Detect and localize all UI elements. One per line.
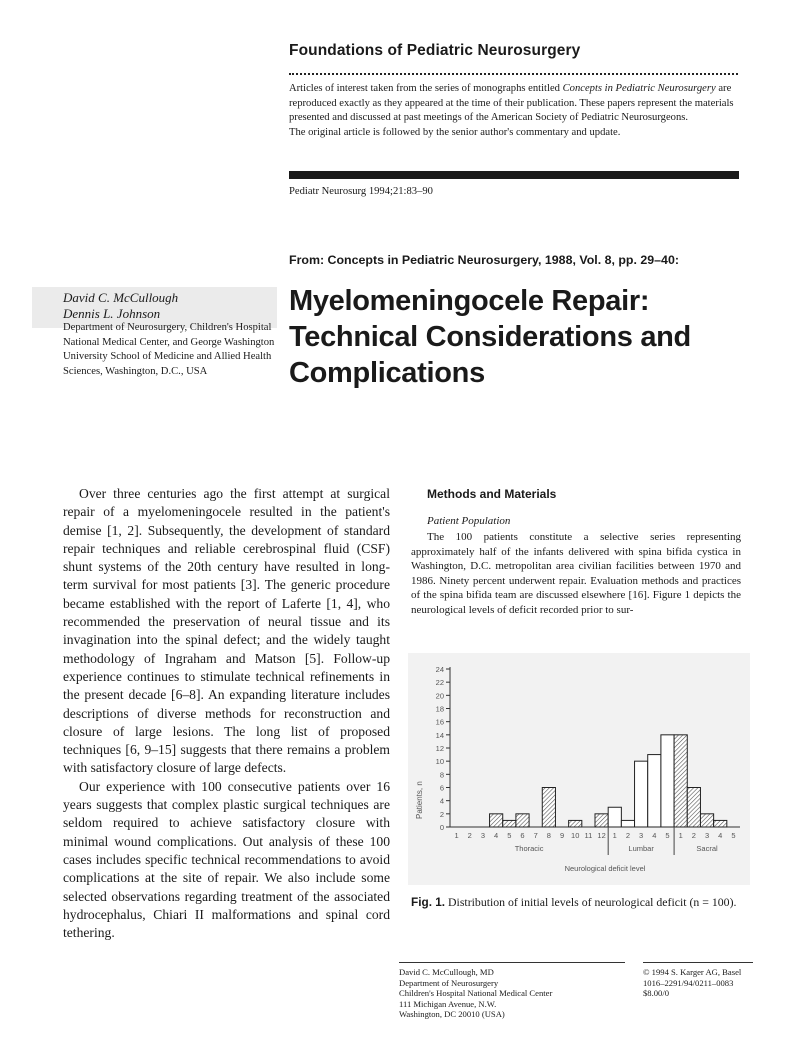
- x-tick-label: 9: [559, 831, 565, 840]
- subsection-heading: Patient Population: [427, 515, 511, 527]
- y-tick-label: 10: [435, 757, 444, 767]
- contact-line: David C. McCullough, MD: [399, 967, 494, 977]
- x-tick-label: 5: [665, 831, 670, 840]
- bar: [503, 820, 516, 827]
- bar: [569, 820, 582, 827]
- title-line-3: Complications: [289, 357, 485, 389]
- contact-line: Children's Hospital National Medical Center: [399, 988, 553, 999]
- intro-text-b: are reproduced exactly as they appeared at the time of their publication. These papers represent the materials presented and discussed at past meetings of the American Society of Pediatric Neurosurgeons.: [289, 83, 734, 124]
- journal-citation: Pediatr Neurosurg 1994;21:83–90: [289, 186, 433, 197]
- article-title: [289, 283, 759, 391]
- figure-label: Fig. 1.: [411, 895, 446, 909]
- x-tick-label: 4: [494, 831, 499, 840]
- bar: [621, 820, 634, 827]
- x-axis-label: Neurological deficit level: [564, 864, 646, 873]
- issn-line: 1016–2291/94/0211–0083: [643, 977, 734, 988]
- body-left-column: [63, 485, 390, 942]
- group-label: Sacral: [696, 844, 718, 853]
- title-line-2: Technical Considerations and: [289, 321, 691, 353]
- y-tick-label: 24: [435, 665, 444, 674]
- x-tick-label: 3: [704, 831, 710, 840]
- footer-rule-left: [399, 962, 625, 963]
- intro-text-a: Articles of interest taken from the series of monographs entitled: [289, 83, 563, 94]
- series-title: Foundations of Pediatric Neurosurgery: [289, 42, 581, 59]
- x-tick-label: 3: [639, 831, 644, 840]
- bar: [700, 814, 713, 827]
- y-tick-label: 16: [435, 717, 444, 727]
- y-axis-label: Patients, n: [415, 781, 424, 819]
- figure-caption: [411, 894, 751, 910]
- y-tick-label: 4: [439, 796, 444, 806]
- x-tick-label: 6: [520, 831, 525, 840]
- x-tick-label: 4: [652, 831, 657, 840]
- x-tick-label: 2: [625, 831, 631, 840]
- x-tick-label: 7: [533, 831, 538, 840]
- x-tick-label: 3: [480, 831, 486, 840]
- contact-line: Department of Neurosurgery: [399, 977, 499, 988]
- group-label: Lumbar: [628, 844, 654, 853]
- y-tick-label: 18: [435, 704, 444, 714]
- bar: [661, 735, 674, 827]
- figure-1-chart: [408, 653, 750, 885]
- y-tick-label: 20: [435, 691, 444, 701]
- y-tick-label: 12: [435, 744, 444, 753]
- x-tick-label: 8: [546, 831, 551, 840]
- paragraph-2: Our experience with 100 consecutive patients over 16 years suggests that complex plastic surgical techniques are seldom required to achieve satisfactory closure with minimal wound complications. Out analysis of these 100 cases includes specific technical recommendations to avoid complications at the site of repair. We also include some selected observations regarding treatment of the associated hydrocephalus, Chiari II malformations and spinal cord tethering.: [63, 778, 390, 941]
- group-label: Thoracic: [514, 844, 544, 853]
- contact-line: Washington, DC 20010 (USA): [399, 1009, 505, 1020]
- source-line: From: Concepts in Pediatric Neurosurgery, 1988, Vol. 8, pp. 29–40:: [289, 253, 679, 267]
- intro-monograph-title: Concepts in Pediatric Neurosurgery: [562, 83, 716, 94]
- x-tick-label: 2: [467, 831, 472, 840]
- x-tick-label: 5: [507, 831, 512, 840]
- affiliation: Department of Neurosurgery, Children's Hospital National Medical Center, and George Washington University School of Medicine and Allied Health Sciences, Washington, D.C., USA: [63, 322, 275, 377]
- x-tick-label: 1: [454, 831, 459, 840]
- contact-line: 111 Michigan Avenue, N.W.: [399, 998, 497, 1009]
- y-tick-label: 6: [439, 783, 444, 793]
- y-tick-label: 22: [435, 678, 444, 688]
- title-line-1: Myelomeningocele Repair:: [289, 285, 650, 317]
- footer-rule-right: [643, 962, 753, 963]
- bar: [595, 814, 608, 827]
- bar: [516, 814, 529, 827]
- y-tick-label: 14: [435, 730, 444, 740]
- y-tick-label: 0: [439, 823, 444, 832]
- bar: [674, 735, 687, 827]
- y-tick-label: 8: [439, 770, 444, 780]
- x-tick-label: 4: [718, 831, 723, 840]
- y-tick-label: 2: [439, 809, 444, 819]
- paragraph-1: Over three centuries ago the first attempt at surgical repair of a myelomeningocele resulted in the patient's demise [1, 2]. Subsequently, the development of standard repair techniques and reliable cerebrospinal fluid (CSF) shunt systems of the 20th century have resulted in long-term survival for most patients [3]. The generic procedure became established with the report of Laferte [1, 4], who recommended the preservation of neural tissue and its invagination into the spinal defect; and the widely taught methodology of Ingraham and Matson [5]. Follow-up experience continues to stimulate technical refinements in the present decade [6–8]. An expanding literature includes descriptions of diverse methods for reconstruction and closure of large lesions. The long list of proposed techniques [6, 9–15] suggests that there remains a problem with satisfactory closure of large defects.: [63, 486, 390, 776]
- correspondence: [399, 967, 639, 1020]
- bar: [714, 820, 727, 827]
- bar: [608, 807, 621, 827]
- bar: [687, 788, 700, 828]
- bar: [648, 755, 661, 827]
- copyright-line: © 1994 S. Karger AG, Basel: [643, 967, 742, 977]
- series-intro: [289, 82, 741, 140]
- section-heading: Methods and Materials: [427, 487, 557, 501]
- x-tick-label: 2: [691, 831, 696, 840]
- header-rule: [289, 171, 739, 179]
- chart-svg: [408, 653, 750, 885]
- methods-paragraph: The 100 patients constitute a selective series representing approximately half of the infants delivered with spina bifida cystica in Washington, D.C. metropolitan area civilian facilities between 1970 and 1986. Ninety percent underwent repair. Evaluation methods and practices of the spina bifida team are discussed elsewhere [16]. Figure 1 depicts the neurological levels of deficit recorded prior to sur-: [411, 531, 741, 616]
- intro-note: The original article is followed by the senior author's commentary and update.: [289, 126, 621, 138]
- x-tick-label: 5: [731, 831, 736, 840]
- price-line: $8.00/0: [643, 988, 670, 999]
- author-2: Dennis L. Johnson: [63, 306, 161, 321]
- bar: [635, 761, 648, 827]
- x-tick-label: 12: [597, 831, 606, 840]
- x-tick-label: 11: [584, 831, 593, 840]
- publisher-info: [643, 967, 758, 999]
- bar: [542, 788, 555, 828]
- x-tick-label: 1: [678, 831, 683, 840]
- figure-caption-text: Distribution of initial levels of neurological deficit (n = 100).: [445, 895, 737, 909]
- x-tick-label: 10: [571, 831, 580, 840]
- bar: [490, 814, 503, 827]
- author-1: David C. McCullough: [63, 290, 179, 305]
- dotted-divider: [289, 73, 738, 75]
- x-tick-label: 1: [612, 831, 617, 840]
